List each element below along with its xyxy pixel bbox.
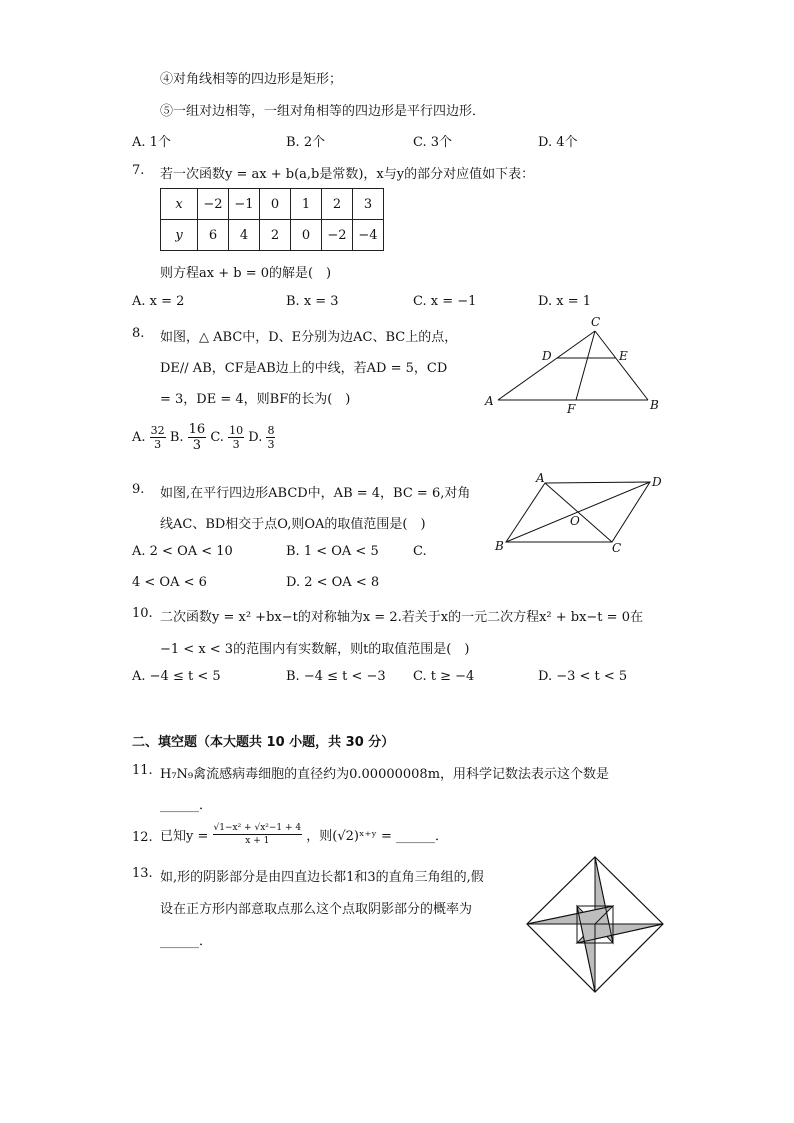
label-f: F (567, 402, 576, 416)
q11-number: 11. (132, 763, 153, 778)
q10-number: 10. (132, 606, 153, 621)
table-row (161, 189, 384, 220)
q8-option-a-label: A. (132, 430, 146, 445)
q13-number: 13. (132, 866, 153, 881)
fraction-numerator: 16 (188, 422, 206, 437)
q7-number: 7. (132, 163, 145, 178)
q9-line-1: 如图,在平行四边形ABCD中，AB = 4，BC = 6,对角 (160, 486, 471, 501)
table-row (161, 220, 384, 251)
side-ac (498, 331, 595, 400)
table-cell: 1 (291, 189, 322, 220)
q7-option-d: D. x = 1 (538, 294, 591, 309)
side-bc (595, 331, 648, 400)
q8-line-1: 如图，△ ABC中，D、E分别为边AC、BC上的点， (160, 330, 458, 345)
table-header-x: x (161, 189, 198, 220)
q10-option-a: A. −4 ≤ t < 5 (132, 669, 221, 684)
table-cell: 6 (198, 220, 229, 251)
q10-option-c: C. t ≥ −4 (413, 669, 475, 684)
table-cell: 4 (229, 220, 260, 251)
q11-answer-blank: ______． (160, 798, 213, 813)
q12-prefix: 已知y = (160, 829, 209, 844)
q9-line-2: 线AC、BD相交于点O,则OA的取值范围是( ) (160, 517, 426, 532)
q13-line-1: 如,形的阴影部分是由四直边长都1和3的直角三角组的,假 (160, 870, 484, 885)
q13-line-2: 设在正方形内部意取点那么这个点取阴影部分的概率为 (160, 902, 473, 917)
label-o: O (570, 514, 580, 528)
q9-option-b: B. 1 < OA < 5 (286, 544, 379, 559)
fraction-numerator: 32 (150, 424, 165, 437)
table-cell: 3 (353, 189, 384, 220)
label-d: D (542, 349, 552, 363)
q6-option-a: A. 1个 (132, 135, 171, 150)
fraction-denominator: 3 (232, 438, 240, 451)
statement-5: ⑤一组对边相等，一组对角相等的四边形是平行四边形． (160, 104, 486, 119)
label-c: C (612, 541, 622, 555)
label-b: B (650, 398, 659, 412)
median-cf (576, 331, 595, 400)
q6-option-d: D. 4个 (538, 135, 578, 150)
fraction-denominator: x + 1 (245, 836, 270, 846)
q10-line-1: 二次函数y = x² +bx−t的对称轴为x = 2.若关于x的一元二次方程x² + bx−t = 0在 (160, 610, 643, 625)
q12-suffix: ，则(√2)ˣ⁺ʸ = ______． (306, 829, 449, 844)
table-cell: −1 (229, 189, 260, 220)
q9-number: 9. (132, 482, 145, 497)
q6-option-c: C. 3个 (413, 135, 453, 150)
diagonal-ac (545, 483, 612, 542)
table-cell: 2 (260, 220, 291, 251)
label-a: A (536, 471, 545, 485)
diagonal-bd (506, 482, 650, 542)
q12-number: 12. (132, 830, 153, 845)
q8-line-3: = 3，DE = 4，则BF的长为( ) (160, 392, 351, 407)
q9-parallelogram-figure (490, 470, 670, 560)
q9-option-c: C. (413, 544, 427, 559)
fraction-denominator: 3 (154, 438, 162, 451)
q8-option-d-fraction (266, 424, 275, 451)
q8-option-d-label: D. (248, 430, 263, 445)
statement-4: ④对角线相等的四边形是矩形； (160, 72, 343, 87)
table-cell: −2 (322, 220, 353, 251)
q6-option-b: B. 2个 (286, 135, 326, 150)
q7-ask: 则方程ax + b = 0的解是( ) (160, 266, 332, 281)
label-c: C (591, 315, 601, 329)
label-a: A (485, 394, 494, 408)
q13-square-figure (520, 852, 670, 997)
fraction-numerator: 10 (229, 424, 244, 437)
q8-option-c-fraction (228, 424, 244, 451)
q8-option-b-fraction (188, 422, 207, 453)
q10-option-b: B. −4 ≤ t < −3 (286, 669, 386, 684)
q9-option-c-value: 4 < OA < 6 (132, 575, 207, 590)
q8-options (132, 422, 275, 453)
table-cell: −2 (198, 189, 229, 220)
q8-triangle-figure (480, 312, 670, 417)
q12-fraction (213, 822, 303, 847)
fraction-numerator: 8 (267, 424, 275, 437)
q7-option-b: B. x = 3 (286, 294, 339, 309)
q7-option-a: A. x = 2 (132, 294, 185, 309)
q12-expression (160, 822, 448, 847)
q8-option-b-label: B. (169, 430, 184, 445)
q10-option-d: D. −3 < t < 5 (538, 669, 628, 684)
table-cell: 0 (291, 220, 322, 251)
section-heading: 二、填空题（本大题共 10 小题，共 30 分） (132, 735, 395, 750)
q8-option-a-fraction (150, 424, 166, 451)
table-cell: 2 (322, 189, 353, 220)
table-cell: −4 (353, 220, 384, 251)
q9-option-d: D. 2 < OA < 8 (286, 575, 380, 590)
fraction-numerator: √1−x² + √x²−1 + 4 (213, 823, 302, 833)
q7-value-table (160, 188, 384, 251)
label-e: E (619, 349, 628, 363)
fraction-denominator: 3 (192, 438, 202, 453)
q13-answer-blank: ______． (160, 934, 213, 949)
q8-line-2: DE// AB，CF是AB边上的中线，若AD = 5，CD (160, 361, 448, 376)
q8-number: 8. (132, 326, 145, 341)
q7-option-c: C. x = −1 (413, 294, 477, 309)
label-d: D (652, 475, 662, 489)
q10-line-2: −1 < x < 3的范围内有实数解，则t的取值范围是( ) (160, 642, 470, 657)
fraction-denominator: 3 (267, 438, 275, 451)
q9-option-a: A. 2 < OA < 10 (132, 544, 233, 559)
label-b: B (495, 539, 504, 553)
table-cell: 0 (260, 189, 291, 220)
q11-line-1: H₇N₉禽流感病毒细胞的直径约为0.00000008m，用科学记数法表示这个数是 (160, 767, 610, 782)
table-header-y: y (161, 220, 198, 251)
q7-stem: 若一次函数y = ax + b(a,b是常数)，x与y的部分对应值如下表： (160, 167, 535, 182)
q8-option-c-label: C. (210, 430, 224, 445)
